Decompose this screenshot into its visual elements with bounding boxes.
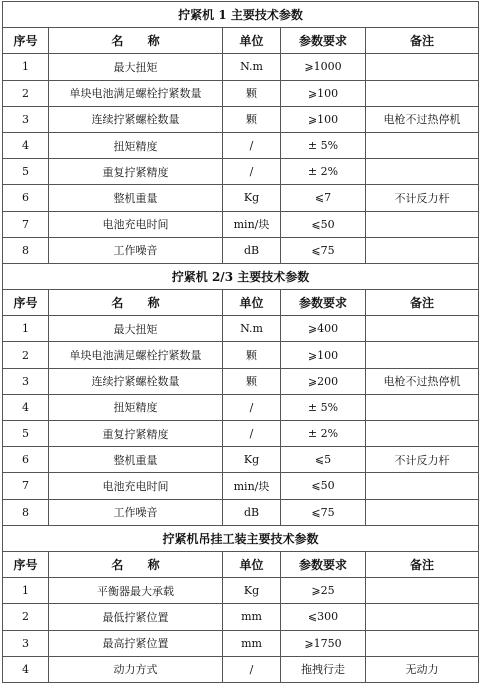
column-header-row [3, 290, 479, 316]
remark-cell [366, 578, 479, 604]
name-cell: 工作噪音 [49, 499, 223, 525]
remark-cell: 电枪不过热停机 [366, 106, 479, 132]
remark-cell [366, 630, 479, 656]
unit-cell: / [223, 421, 281, 447]
header-unit: 单位 [223, 28, 281, 54]
header-name: 名 称 [49, 28, 223, 54]
unit-cell: Kg [223, 578, 281, 604]
index-cell: 4 [3, 394, 49, 420]
index-cell: 4 [3, 132, 49, 158]
header-requirement: 参数要求 [281, 551, 366, 577]
unit-cell: N.m [223, 54, 281, 80]
remark-cell [366, 237, 479, 263]
requirement-cell: ⩽300 [281, 604, 366, 630]
unit-cell: 颗 [223, 80, 281, 106]
table-row [3, 159, 479, 185]
unit-cell: 颗 [223, 106, 281, 132]
name-cell: 最高拧紧位置 [49, 630, 223, 656]
column-header-row [3, 28, 479, 54]
table-row [3, 421, 479, 447]
index-cell: 1 [3, 578, 49, 604]
table-row [3, 80, 479, 106]
remark-cell: 电枪不过热停机 [366, 368, 479, 394]
remark-cell [366, 421, 479, 447]
name-cell: 整机重量 [49, 447, 223, 473]
name-cell: 连续拧紧螺栓数量 [49, 106, 223, 132]
header-requirement: 参数要求 [281, 290, 366, 316]
header-index: 序号 [3, 551, 49, 577]
unit-cell: mm [223, 604, 281, 630]
table-row [3, 211, 479, 237]
table-row [3, 342, 479, 368]
index-cell: 7 [3, 473, 49, 499]
unit-cell: dB [223, 237, 281, 263]
requirement-cell: ± 5% [281, 132, 366, 158]
remark-cell: 不计反力杆 [366, 185, 479, 211]
name-cell: 扭矩精度 [49, 394, 223, 420]
remark-cell [366, 316, 479, 342]
header-requirement: 参数要求 [281, 28, 366, 54]
requirement-cell: ⩾100 [281, 80, 366, 106]
table-row [3, 499, 479, 525]
table-row [3, 132, 479, 158]
header-remark: 备注 [366, 551, 479, 577]
requirement-cell: ± 2% [281, 159, 366, 185]
remark-cell: 无动力 [366, 656, 479, 682]
remark-cell [366, 159, 479, 185]
column-header-row [3, 551, 479, 577]
index-cell: 2 [3, 80, 49, 106]
unit-cell: / [223, 132, 281, 158]
index-cell: 6 [3, 185, 49, 211]
name-cell: 整机重量 [49, 185, 223, 211]
index-cell: 5 [3, 421, 49, 447]
header-unit: 单位 [223, 290, 281, 316]
section-title: 拧紧机 2/3 主要技术参数 [3, 263, 479, 289]
section-title-row [3, 2, 479, 28]
table-row [3, 630, 479, 656]
header-index: 序号 [3, 28, 49, 54]
requirement-cell: ⩾400 [281, 316, 366, 342]
requirement-cell: ± 5% [281, 394, 366, 420]
unit-cell: mm [223, 630, 281, 656]
index-cell: 8 [3, 237, 49, 263]
remark-cell [366, 499, 479, 525]
requirement-cell: ⩾25 [281, 578, 366, 604]
requirement-cell: ⩾1750 [281, 630, 366, 656]
requirement-cell: ± 2% [281, 421, 366, 447]
requirement-cell: ⩽50 [281, 473, 366, 499]
table-row [3, 185, 479, 211]
spec-table [2, 1, 479, 683]
unit-cell: 颗 [223, 368, 281, 394]
unit-cell: Kg [223, 447, 281, 473]
name-cell: 重复拧紧精度 [49, 159, 223, 185]
name-cell: 电池充电时间 [49, 211, 223, 237]
table-row [3, 316, 479, 342]
index-cell: 8 [3, 499, 49, 525]
section-title: 拧紧机吊挂工装主要技术参数 [3, 525, 479, 551]
name-cell: 单块电池满足螺栓拧紧数量 [49, 342, 223, 368]
name-cell: 电池充电时间 [49, 473, 223, 499]
table-row [3, 54, 479, 80]
index-cell: 3 [3, 630, 49, 656]
requirement-cell: ⩾100 [281, 342, 366, 368]
index-cell: 3 [3, 368, 49, 394]
index-cell: 2 [3, 604, 49, 630]
requirement-cell: ⩽7 [281, 185, 366, 211]
table-row [3, 578, 479, 604]
unit-cell: min/块 [223, 211, 281, 237]
requirement-cell: ⩾1000 [281, 54, 366, 80]
name-cell: 平衡器最大承载 [49, 578, 223, 604]
name-cell: 动力方式 [49, 656, 223, 682]
requirement-cell: ⩽5 [281, 447, 366, 473]
index-cell: 7 [3, 211, 49, 237]
name-cell: 重复拧紧精度 [49, 421, 223, 447]
table-row [3, 656, 479, 682]
header-name: 名 称 [49, 551, 223, 577]
section-title-row [3, 525, 479, 551]
index-cell: 4 [3, 656, 49, 682]
header-remark: 备注 [366, 290, 479, 316]
requirement-cell: ⩽75 [281, 499, 366, 525]
header-remark: 备注 [366, 28, 479, 54]
header-index: 序号 [3, 290, 49, 316]
remark-cell [366, 473, 479, 499]
header-name: 名 称 [49, 290, 223, 316]
index-cell: 2 [3, 342, 49, 368]
unit-cell: dB [223, 499, 281, 525]
name-cell: 最大扭矩 [49, 316, 223, 342]
table-row [3, 237, 479, 263]
remark-cell [366, 211, 479, 237]
index-cell: 1 [3, 54, 49, 80]
header-unit: 单位 [223, 551, 281, 577]
table-row [3, 106, 479, 132]
table-row [3, 604, 479, 630]
index-cell: 3 [3, 106, 49, 132]
name-cell: 单块电池满足螺栓拧紧数量 [49, 80, 223, 106]
remark-cell [366, 54, 479, 80]
unit-cell: / [223, 656, 281, 682]
table-row [3, 473, 479, 499]
remark-cell [366, 80, 479, 106]
name-cell: 最大扭矩 [49, 54, 223, 80]
index-cell: 5 [3, 159, 49, 185]
unit-cell: min/块 [223, 473, 281, 499]
table-row [3, 447, 479, 473]
table-row [3, 368, 479, 394]
name-cell: 最低拧紧位置 [49, 604, 223, 630]
unit-cell: / [223, 159, 281, 185]
remark-cell [366, 342, 479, 368]
remark-cell [366, 604, 479, 630]
section-title-row [3, 263, 479, 289]
requirement-cell: ⩽50 [281, 211, 366, 237]
remark-cell [366, 132, 479, 158]
section-title: 拧紧机 1 主要技术参数 [3, 2, 479, 28]
name-cell: 扭矩精度 [49, 132, 223, 158]
unit-cell: N.m [223, 316, 281, 342]
index-cell: 1 [3, 316, 49, 342]
remark-cell [366, 394, 479, 420]
unit-cell: 颗 [223, 342, 281, 368]
name-cell: 连续拧紧螺栓数量 [49, 368, 223, 394]
remark-cell: 不计反力杆 [366, 447, 479, 473]
requirement-cell: ⩾100 [281, 106, 366, 132]
unit-cell: / [223, 394, 281, 420]
name-cell: 工作噪音 [49, 237, 223, 263]
index-cell: 6 [3, 447, 49, 473]
spec-table-body [3, 2, 479, 683]
unit-cell: Kg [223, 185, 281, 211]
requirement-cell: ⩾200 [281, 368, 366, 394]
requirement-cell: 拖拽行走 [281, 656, 366, 682]
table-row [3, 394, 479, 420]
requirement-cell: ⩽75 [281, 237, 366, 263]
